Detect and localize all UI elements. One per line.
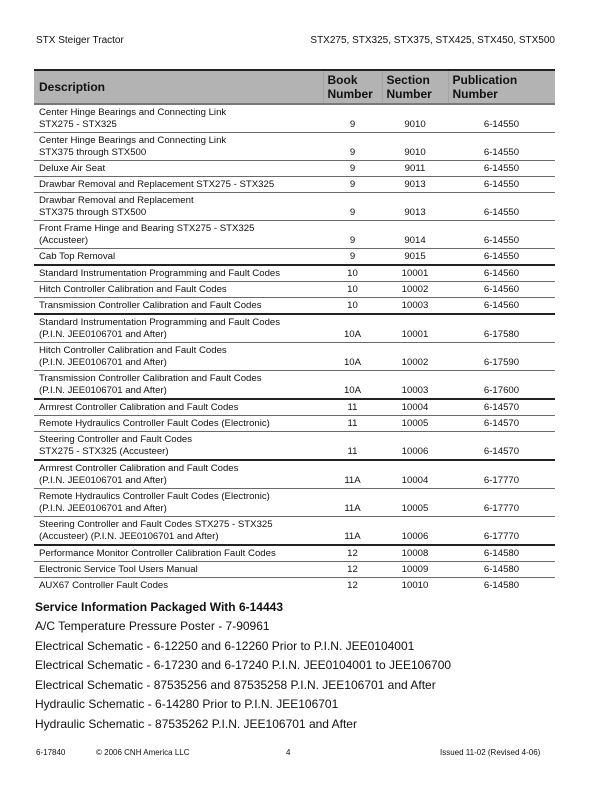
row-description: Hitch Controller Calibration and Fault Codes (P.I.N. JEE0106701 and After) [34,343,323,371]
column-header-description: Description [34,70,323,104]
row-book: 12 [347,580,358,591]
row-publication: 6-14580 [448,562,555,578]
row-section: 10005 [382,416,448,432]
footer-issued-date: Issued 11-02 (Revised 4-06) [440,748,541,757]
column-header-book-number: Book Number [323,70,382,104]
row-description: Remote Hydraulics Controller Fault Codes (Electronic) [34,416,323,432]
row-description: Standard Instrumentation Programming and Fault Codes [34,265,323,282]
table-row [34,104,555,133]
row-description: Steering Controller and Fault Codes STX275 - STX325 (Accusteer) [34,432,323,461]
table-row [34,193,555,221]
row-description: Armrest Controller Calibration and Fault Codes (P.I.N. JEE0106701 and After) [34,460,323,489]
footer-page-number: 4 [286,748,291,757]
row-book: 9 [323,133,382,161]
column-header-publication-number: Publication Number [448,70,555,104]
row-description: Cab Top Removal [34,249,323,266]
service-publications-table [34,69,555,593]
row-section: 9014 [382,221,448,249]
row-book: 10A [323,371,382,400]
row-book: 9 [323,193,382,221]
row-book: 10 [323,282,382,298]
row-book: 10A [323,314,382,343]
row-description: Steering Controller and Fault Codes STX275 - STX325 (Accusteer) (P.I.N. JEE0106701 and After) [34,517,323,546]
row-publication: 6-14570 [448,432,555,461]
row-description: Remote Hydraulics Controller Fault Codes (Electronic) (P.I.N. JEE0106701 and After) [34,489,323,517]
row-book: 10 [323,298,382,315]
row-book: 9 [323,161,382,177]
row-publication: 6-17590 [448,343,555,371]
table-row [34,133,555,161]
row-publication: 6-17600 [448,371,555,400]
row-publication: 6-17770 [448,517,555,546]
row-book: 12 [323,545,382,562]
table-row [34,161,555,177]
row-book: 11 [323,399,382,416]
row-book: 11A [323,460,382,489]
row-description: AUX67 Controller Fault Codes [39,580,169,591]
row-publication: 6-17580 [448,314,555,343]
row-description: Center Hinge Bearings and Connecting Link STX275 - STX325 [34,104,323,133]
row-book: 9 [323,221,382,249]
packaged-item: Hydraulic Schematic - 6-14280 Prior to P.I.N. JEE106701 [35,697,339,712]
row-publication: 6-14550 [448,249,555,266]
row-book: 11 [323,432,382,461]
row-section: 10006 [382,432,448,461]
row-publication: 6-14550 [448,104,555,133]
row-section: 10005 [382,489,448,517]
row-section: 10004 [382,399,448,416]
row-publication: 6-14580 [448,545,555,562]
row-publication: 6-14550 [448,161,555,177]
row-publication: 6-14570 [448,416,555,432]
packaged-section-title: Service Information Packaged With 6-14443 [35,600,283,614]
row-description: Drawbar Removal and Replacement STX375 through STX500 [34,193,323,221]
row-section: 10001 [382,314,448,343]
packaged-item: Electrical Schematic - 6-17230 and 6-17240 P.I.N. JEE0104001 to JEE106700 [35,658,452,673]
row-description: Deluxe Air Seat [34,161,323,177]
row-section: 9013 [382,177,448,193]
row-description: Hitch Controller Calibration and Fault Codes [34,282,323,298]
row-section: 10001 [382,265,448,282]
packaged-item: Electrical Schematic - 6-12250 and 6-12260 Prior to P.I.N. JEE0104001 [35,638,415,653]
table-row [34,399,555,416]
table-row [34,371,555,400]
row-description: Transmission Controller Calibration and Fault Codes [34,298,323,315]
row-book: 9 [323,249,382,266]
row-section: 10009 [382,562,448,578]
row-book: 9 [323,104,382,133]
row-description: Front Frame Hinge and Bearing STX275 - STX325 (Accusteer) [34,221,323,249]
table-row [34,517,555,546]
table-row [34,562,555,578]
table-row [34,578,555,594]
row-publication: 6-14550 [448,133,555,161]
footer-copyright: © 2006 CNH America LLC [96,748,190,757]
row-book: 10 [323,265,382,282]
table-row [34,249,555,266]
row-section: 10002 [382,343,448,371]
table-row [34,545,555,562]
row-book: 12 [323,562,382,578]
row-section: 10003 [382,371,448,400]
row-section: 10008 [382,545,448,562]
row-section: 9010 [382,133,448,161]
row-publication: 6-14560 [448,265,555,282]
packaged-item: A/C Temperature Pressure Poster - 7-90961 [35,619,270,633]
row-section: 9015 [382,249,448,266]
table-header-row [34,70,555,104]
row-section: 10002 [382,282,448,298]
row-publication: 6-14570 [448,399,555,416]
table-row [34,432,555,461]
row-book: 11 [323,416,382,432]
footer-doc-number: 6-17840 [36,748,66,757]
row-book: 10A [323,343,382,371]
row-publication: 6-17770 [448,489,555,517]
row-description: Electronic Service Tool Users Manual [34,562,323,578]
row-section: 10004 [382,460,448,489]
row-section: 9010 [382,104,448,133]
row-publication: 6-14580 [483,580,520,591]
row-description: Transmission Controller Calibration and Fault Codes (P.I.N. JEE0106701 and After) [34,371,323,400]
table-row [34,177,555,193]
row-publication: 6-14560 [448,282,555,298]
row-section: 9013 [382,193,448,221]
row-book: 11A [323,517,382,546]
running-header-models: STX275, STX325, STX375, STX425, STX450, STX500 [310,35,555,46]
table-row [34,343,555,371]
packaged-service-info [35,598,451,735]
table-row [34,489,555,517]
row-section: 9011 [382,161,448,177]
table-row [34,282,555,298]
row-section: 10003 [382,298,448,315]
row-description: Center Hinge Bearings and Connecting Link STX375 through STX500 [34,133,323,161]
packaged-item: Electrical Schematic - 87535256 and 87535258 P.I.N. JEE106701 and After [35,677,436,692]
column-header-section-number: Section Number [382,70,448,104]
row-description: Performance Monitor Controller Calibration Fault Codes [34,545,323,562]
row-book: 9 [323,177,382,193]
row-description: Drawbar Removal and Replacement STX275 - STX325 [34,177,323,193]
row-section: 10010 [401,580,429,591]
row-section: 10006 [382,517,448,546]
row-publication: 6-14550 [448,221,555,249]
table-row [34,221,555,249]
table-row [34,265,555,282]
row-publication: 6-17770 [448,460,555,489]
packaged-item: Hydraulic Schematic - 87535262 P.I.N. JEE106701 and After [35,716,357,731]
row-publication: 6-14550 [448,193,555,221]
running-header-title: STX Steiger Tractor [36,35,124,46]
table-row [34,314,555,343]
row-publication: 6-14560 [448,298,555,315]
row-publication: 6-14550 [448,177,555,193]
row-book: 11A [323,489,382,517]
row-description: Armrest Controller Calibration and Fault Codes [34,399,323,416]
row-description: Standard Instrumentation Programming and Fault Codes (P.I.N. JEE0106701 and After) [34,314,323,343]
table-row [34,460,555,489]
table-row [34,416,555,432]
table-row [34,298,555,315]
